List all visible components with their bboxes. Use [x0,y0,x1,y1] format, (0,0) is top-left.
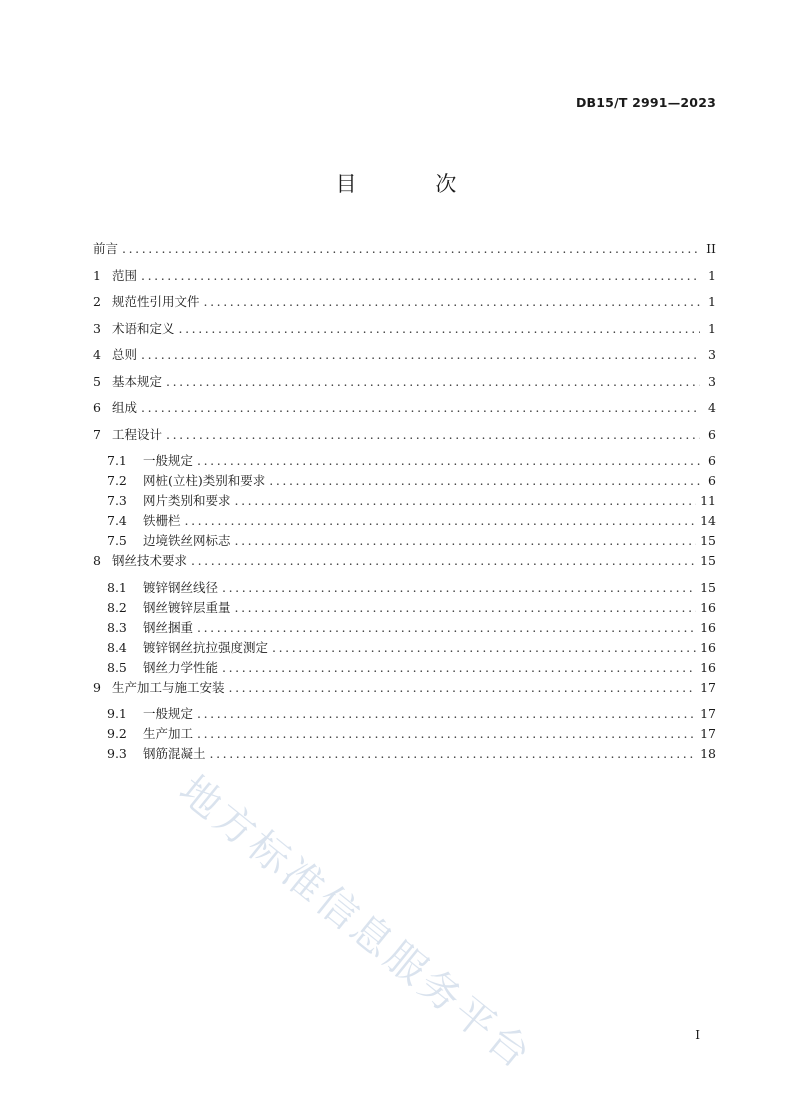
toc-entry-label: 网片类别和要求 [143,493,231,508]
toc-entry-page: 6 [708,473,716,488]
toc-dot-leader [210,744,697,764]
toc-entry-number: 4 [93,347,101,362]
toc-entry-page: 17 [700,706,716,721]
table-of-contents [93,239,716,764]
toc-dot-leader [197,618,696,638]
toc-entry-page: 16 [700,619,716,635]
toc-entry[interactable] [93,618,716,638]
toc-entry-label: 镀锌钢丝抗拉强度测定 [143,639,269,655]
toc-entry-label: 术语和定义 [112,320,175,336]
toc-entry-label: 基本规定 [112,373,163,389]
toc-dot-leader [235,531,697,551]
toc-entry[interactable] [93,578,716,598]
toc-dot-leader [222,578,696,598]
toc-entry-page: 6 [708,426,716,442]
toc-entry-number: 8.3 [107,619,127,635]
toc-entry-page: II [706,241,716,256]
toc-entry-label: 钢丝技术要求 [112,553,188,568]
toc-entry-label: 镀锌钢丝线径 [143,579,219,595]
toc-entry[interactable] [93,704,716,724]
toc-entry[interactable] [93,511,716,531]
toc-entry[interactable] [93,491,716,511]
toc-entry-label: 边境铁丝网标志 [143,533,231,548]
toc-entry-page: 6 [708,453,716,468]
toc-entry-label: 工程设计 [112,426,163,442]
toc-entry-number: 7.1 [107,453,127,468]
toc-entry-page: 17 [700,679,716,695]
toc-entry-page: 15 [700,579,716,595]
toc-entry-label: 总则 [112,347,138,362]
toc-entry[interactable] [93,531,716,551]
toc-entry-label: 一般规定 [143,706,194,721]
toc-entry[interactable] [93,451,716,471]
toc-dot-leader [235,491,697,511]
toc-entry-number: 9.1 [107,706,127,721]
toc-entry-number: 2 [93,294,101,309]
toc-entry-page: 1 [708,294,716,309]
toc-entry-label: 生产加工 [143,726,194,741]
toc-dot-leader [197,451,700,471]
toc-entry[interactable] [93,724,716,744]
toc-entry-page: 16 [700,599,716,615]
toc-entry-number: 1 [93,267,101,283]
page-title: 目 次 [335,172,493,196]
toc-entry[interactable] [93,678,716,705]
toc-dot-leader [179,319,700,339]
toc-entry-label: 规范性引用文件 [112,294,200,309]
toc-dot-leader [166,425,700,445]
toc-entry-number: 7 [93,426,101,442]
toc-entry[interactable] [93,658,716,678]
toc-dot-leader [197,724,696,744]
toc-entry-number: 8.5 [107,659,127,675]
toc-dot-leader [166,372,700,392]
toc-dot-leader [197,704,696,724]
toc-entry-page: 16 [700,659,716,675]
page-number: I [695,1028,700,1042]
toc-dot-leader [235,598,697,618]
toc-dot-leader [185,511,697,531]
toc-entry-label: 钢丝镀锌层重量 [143,599,231,615]
toc-entry-number: 9.3 [107,746,127,761]
toc-entry-label: 网桩(立柱)类别和要求 [143,473,266,488]
toc-entry-label: 生产加工与施工安装 [112,679,225,695]
toc-entry[interactable] [93,292,716,319]
toc-entry[interactable] [93,598,716,618]
toc-dot-leader [141,266,700,286]
toc-entry[interactable] [93,345,716,372]
toc-entry-number: 6 [93,400,101,415]
toc-entry[interactable] [93,551,716,578]
toc-dot-leader [222,658,696,678]
toc-entry-number: 5 [93,373,101,389]
toc-entry[interactable] [93,638,716,658]
document-code: DB15/T 2991—2023 [575,95,716,110]
toc-entry-page: 14 [700,513,716,528]
toc-entry-number: 8.4 [107,639,127,655]
watermark: 地方标准信息服务平台 [170,766,542,1080]
toc-entry[interactable] [93,744,716,764]
toc-entry-page: 11 [700,493,716,508]
toc-entry[interactable] [93,319,716,346]
toc-entry-number: 7.4 [107,513,127,528]
toc-entry-page: 1 [708,267,716,283]
toc-dot-leader [141,398,700,418]
toc-entry[interactable] [93,266,716,293]
toc-entry-number: 8 [93,553,101,568]
toc-entry-number: 8.2 [107,599,127,615]
toc-entry-page: 15 [700,533,716,548]
toc-entry-label: 铁栅栏 [143,513,181,528]
toc-entry-page: 4 [708,400,716,415]
toc-entry-label: 前言 [93,241,119,256]
toc-entry[interactable] [93,425,716,452]
toc-entry-number: 8.1 [107,579,127,595]
toc-dot-leader [141,345,700,365]
toc-entry-page: 15 [700,553,716,568]
toc-dot-leader [229,678,697,698]
toc-entry-label: 组成 [112,400,138,415]
toc-entry-page: 3 [708,347,716,362]
toc-entry-number: 3 [93,320,101,336]
toc-entry[interactable] [93,372,716,399]
toc-dot-leader [272,638,696,658]
toc-dot-leader [122,239,700,259]
toc-entry-number: 7.3 [107,493,127,508]
toc-entry-number: 9.2 [107,726,127,741]
toc-entry-page: 1 [708,320,716,336]
toc-entry-page: 18 [700,746,716,761]
toc-dot-leader [191,551,696,571]
toc-dot-leader [269,471,700,491]
toc-entry-number: 9 [93,679,101,695]
toc-entry-number: 7.5 [107,533,127,548]
toc-entry[interactable] [93,471,716,491]
toc-entry-label: 钢筋混凝土 [143,746,206,761]
toc-dot-leader [204,292,700,312]
toc-entry-label: 范围 [112,267,138,283]
toc-entry-number: 7.2 [107,473,127,488]
toc-entry[interactable] [93,398,716,425]
toc-entry-page: 17 [700,726,716,741]
toc-entry-label: 钢丝捆重 [143,619,194,635]
toc-entry-page: 3 [708,373,716,389]
toc-entry-label: 钢丝力学性能 [143,659,219,675]
toc-entry[interactable] [93,239,716,266]
toc-entry-label: 一般规定 [143,453,194,468]
toc-entry-page: 16 [700,639,716,655]
